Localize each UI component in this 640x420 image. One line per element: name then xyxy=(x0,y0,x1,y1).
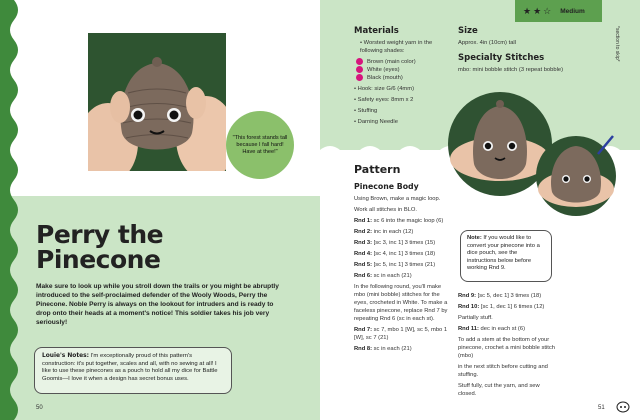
color-list xyxy=(354,58,454,82)
color-brown: Brown (main color) xyxy=(356,58,454,66)
pinecone-photo xyxy=(88,33,226,171)
pattern-step: Rnd 7: sc 7, mbo 1 [W], sc 5, mbo 1 [W], sc 7 (21) xyxy=(354,327,448,341)
pattern-step: Using Brown, make a magic loop. xyxy=(354,196,441,202)
left-wavy-border xyxy=(0,0,28,420)
size-text: Approx. 4in (10cm) tall xyxy=(458,40,516,46)
note-box xyxy=(460,230,552,282)
star-filled-icon: ★ xyxy=(533,5,542,16)
pattern-title: Pattern xyxy=(354,163,401,176)
pattern-step: Rnd 11: dec in each st (6) xyxy=(458,326,526,332)
pattern-step: Work all stitches in BLO. xyxy=(354,207,418,213)
face-icon xyxy=(616,401,630,413)
color-white: White (eyes) xyxy=(356,66,454,74)
pattern-title xyxy=(36,222,296,272)
color-swatch-icon xyxy=(356,58,363,65)
note-text: If you would like to convert your pinecone into a dice pouch, see the instructions below before working Rnd 9. xyxy=(467,235,540,272)
body-title: Pinecone Body xyxy=(354,182,419,191)
size-section xyxy=(458,26,608,74)
pattern-paragraph: Stuff fully, cut the yarn, and sew closed. xyxy=(458,383,540,397)
materials-item: • Hook: size G/6 (4mm) xyxy=(354,86,415,93)
speech-bubble-text: "This forest stands tall because I fall hard! Have at thee!" xyxy=(232,134,288,155)
pattern-step: Rnd 3: [sc 3, inc 1] 3 times (15) xyxy=(354,240,436,246)
pattern-step: Rnd 2: inc in each (12) xyxy=(354,229,414,235)
vertical-side-text: *section to skip* xyxy=(614,26,620,62)
pattern-step: Rnd 6: sc in each (21) xyxy=(354,273,412,279)
color-swatch-icon xyxy=(356,66,363,73)
title-line-2: Pinecone xyxy=(36,245,161,274)
materials-item: • Darning Needle xyxy=(354,119,398,126)
color-black: Black (mouth) xyxy=(356,74,454,82)
pattern-section xyxy=(354,163,454,353)
pattern-step: Rnd 1: sc 6 into the magic loop (6) xyxy=(354,218,444,224)
materials-title: Materials xyxy=(354,26,399,36)
difficulty-label: Medium xyxy=(560,7,585,15)
stitches-title: Specialty Stitches xyxy=(458,53,545,63)
materials-section xyxy=(354,26,454,126)
pattern-step: Rnd 4: [sc 4, inc 1] 3 times (18) xyxy=(354,251,436,257)
pinecone-step-photo xyxy=(448,84,618,219)
pattern-step: Rnd 10: [sc 1, dec 1] 6 times (12) xyxy=(458,304,545,310)
color-swatch-icon xyxy=(356,74,363,81)
page-number-right: 51 xyxy=(598,405,605,411)
louies-notes-box xyxy=(34,347,232,394)
stitches-text: mbo: mini bobble stitch (3 repeat bobble) xyxy=(458,67,564,73)
intro-paragraph: Make sure to look up while you stroll down the trails or you might be abruptly introduced to the self-proclaimed defender of the Wooly Woods, Perry the Pinecone. Noble Perry is always on the lookout for intruders and is ready to drop onto their heads at a moment's notice! This soldier takes his job very seriously! xyxy=(36,283,279,326)
pattern-paragraph: in the next stitch before cutting and stuffing. xyxy=(458,364,548,378)
materials-item: • Stuffing xyxy=(354,108,378,115)
pattern-step: Rnd 8: sc in each (21) xyxy=(354,346,412,352)
notes-text: I'm exceptionally proud of this pattern's construction: it's put together, scales and all, with no sewing at all! I like to use these pinecones as a pouch to hold all my dice for Battle Goomis—I love it when a design has secret bonus uses. xyxy=(42,353,218,382)
star-empty-icon: ☆ xyxy=(543,5,552,16)
star-filled-icon: ★ xyxy=(523,5,532,16)
pattern-step: Rnd 9: [sc 5, dec 1] 3 times (18) xyxy=(458,293,542,299)
title-line-1: Perry the xyxy=(36,220,164,249)
materials-item: • Safety eyes: 8mm x 2 xyxy=(354,97,414,104)
note-label: Note: xyxy=(467,235,482,241)
pattern-paragraph: In the following round, you'll make mbo (mini bobble) stitches for the eyes, crocheted in White. To make a faceless pinecone, replace Rnd 7 by repeating Rnd 6 (sc in each st). xyxy=(354,284,448,322)
pattern-paragraph: To add a stem at the bottom of your pinecone, crochet a mini bobble stitch (mbo) xyxy=(458,337,555,359)
speech-bubble xyxy=(226,111,294,179)
pattern-step: Partially stuff. xyxy=(458,315,493,321)
notes-label: Louie's Notes: xyxy=(42,353,90,359)
difficulty-badge xyxy=(515,0,602,22)
pattern-step: Rnd 5: [sc 5, inc 1] 3 times (21) xyxy=(354,262,436,268)
size-title: Size xyxy=(458,26,478,36)
page-number-left: 50 xyxy=(36,405,43,411)
pattern-column-2 xyxy=(458,292,558,398)
materials-intro: • Worsted weight yarn in the following shades: xyxy=(360,40,433,54)
materials-items xyxy=(354,85,454,126)
